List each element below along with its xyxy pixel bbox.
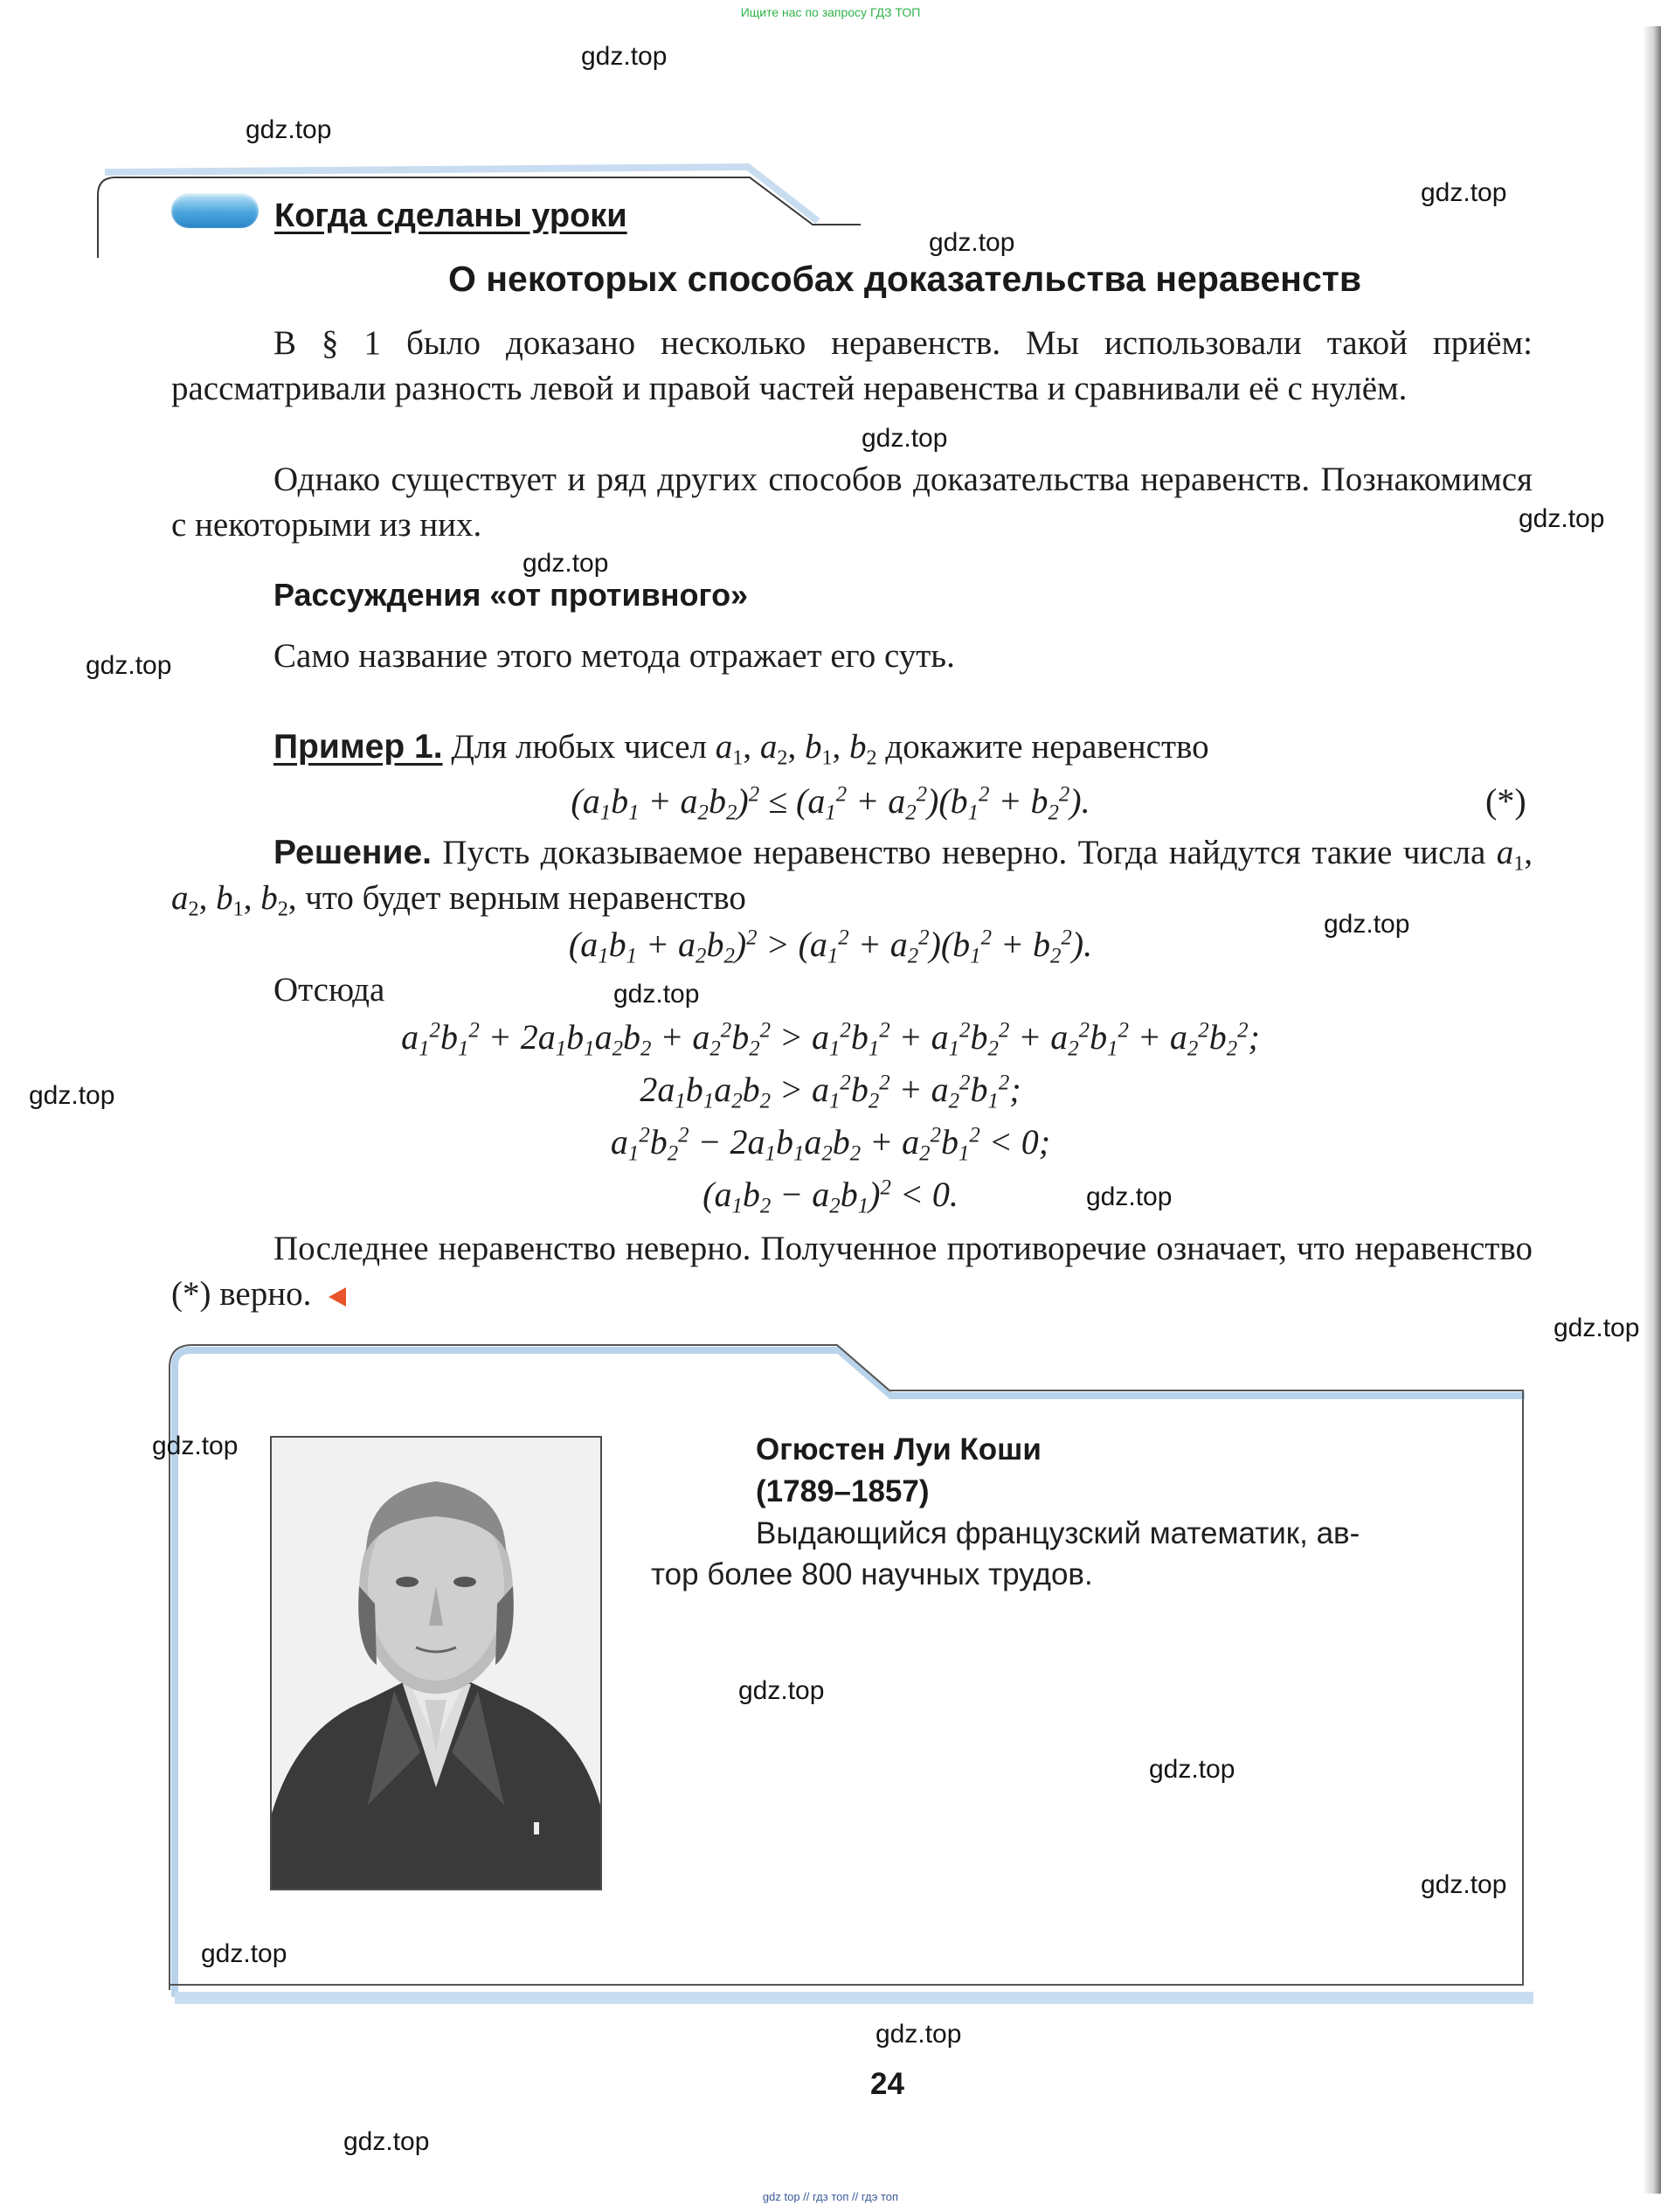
conclusion-paragraph [171, 1226, 1533, 1317]
negated-inequality: $(a_1b_1 + a_2b_2)^2 > (a_1^2 + a_2^2)(b_1^2 + b_2^2)$. [568, 925, 1093, 968]
bio-text-line-1: Выдающийся французский математик, ав- [756, 1516, 1360, 1550]
page-title: О некоторых способах доказательства неравенств [447, 259, 1362, 299]
watermark: gdz.top [246, 115, 332, 144]
cauchy-portrait [270, 1436, 602, 1890]
example-text: Для любых чисел [451, 728, 708, 766]
watermark: gdz.top [1554, 1314, 1640, 1342]
watermark: gdz.top [1421, 178, 1507, 207]
watermark: gdz.top [862, 424, 948, 453]
watermark: gdz.top [201, 1939, 287, 1968]
bio-name [756, 1429, 1042, 1513]
end-of-proof-icon [329, 1287, 346, 1307]
watermark: gdz.top [929, 228, 1015, 257]
bottom-footer: gdz top // гдз топ // гдэ топ [762, 2190, 899, 2203]
section-pill-icon [171, 193, 259, 228]
subheading: Рассуждения «от противного» [273, 577, 749, 613]
derivation-line-3: $a_1^2b_2^2 - 2a_1b_1a_2b_2 + a_2^2b_1^2 < 0$; [610, 1122, 1051, 1166]
equation-tag: (*) [1485, 781, 1526, 821]
conclusion-text: Последнее неравенство неверно. Полученное противоречие означает, что неравенство (*) верно. [171, 1230, 1533, 1313]
example-label: Пример 1. [273, 728, 443, 766]
watermark: gdz.top [875, 2020, 962, 2049]
page-number: 24 [870, 2067, 904, 2101]
watermark: gdz.top [86, 651, 172, 680]
solution-text-2-end: , что будет верным неравенство [287, 879, 746, 917]
watermark: gdz.top [1421, 1870, 1507, 1899]
example-text-end: докажите неравенство [885, 728, 1209, 766]
derivation-line-2: $2a_1b_1a_2b_2 > a_1^2b_2^2 + a_2^2b_1^2$; [640, 1070, 1021, 1113]
watermark: gdz.top [1519, 504, 1605, 533]
watermark: gdz.top [1086, 1182, 1173, 1211]
method-note: Само название этого метода отражает его суть. [273, 637, 955, 675]
inequality-star: $(a_1b_1 + a_2b_2)^2 \le (a_1^2 + a_2^2)(b_1^2 + b_2^2)$. [571, 781, 1090, 825]
watermark: gdz.top [613, 980, 700, 1009]
solution-text-1: Пусть доказываемое неравенство неверно. Тогда найдутся [442, 834, 1301, 871]
bio-years: (1789–1857) [756, 1474, 930, 1508]
example-statement: Пример 1. Для любых чисел $a_1$, $a_2$, $b_1$, $b_2$ докажите неравенство [273, 728, 1209, 770]
section-label: Когда сделаны уроки [274, 198, 627, 234]
intro-paragraph-1: В § 1 было доказано несколько неравенств. Мы использовали такой приём: рассматривали разность левой и правой частей неравенства и сравнивали её с нулём. [171, 324, 1533, 407]
derivation-line-4: $(a_1b_2 - a_2b_1)^2 < 0$. [702, 1175, 959, 1218]
watermark: gdz.top [581, 42, 668, 71]
watermark: gdz.top [523, 549, 609, 578]
hence-label: Отсюда [273, 971, 385, 1009]
solution-label: Решение. [273, 834, 432, 871]
intro-paragraph-2: Однако существует и ряд других способов доказательства неравенств. Познакомимся с некоторыми из них. [171, 461, 1533, 544]
watermark: gdz.top [152, 1432, 239, 1460]
solution-text-2-start: такие числа [1311, 834, 1486, 871]
watermark: gdz.top [1149, 1755, 1235, 1784]
watermark: gdz.top [1324, 910, 1410, 939]
bio-text-line-2: тор более 800 научных трудов. [651, 1557, 1093, 1591]
page-edge-shadow [1643, 26, 1661, 2194]
watermark: gdz.top [343, 2127, 430, 2156]
solution-paragraph: Решение. Пусть доказываемое неравенство неверно. Тогда найдутся такие числа $a_1$, $a_2$, $b_1$, $b_2$, что будет верным неравенство [171, 834, 1533, 921]
bio-name-text: Огюстен Луи Коши [756, 1432, 1042, 1467]
watermark: gdz.top [29, 1081, 115, 1110]
watermark: gdz.top [738, 1676, 825, 1705]
derivation-line-1: $a_1^2b_1^2 + 2a_1b_1a_2b_2 + a_2^2b_2^2 > a_1^2b_1^2 + a_1^2b_2^2 + a_2^2b_1^2 + a_2^2b_2^2$; [401, 1017, 1260, 1061]
top-banner: Ищите нас по запросу ГДЗ ТОП [740, 5, 921, 19]
